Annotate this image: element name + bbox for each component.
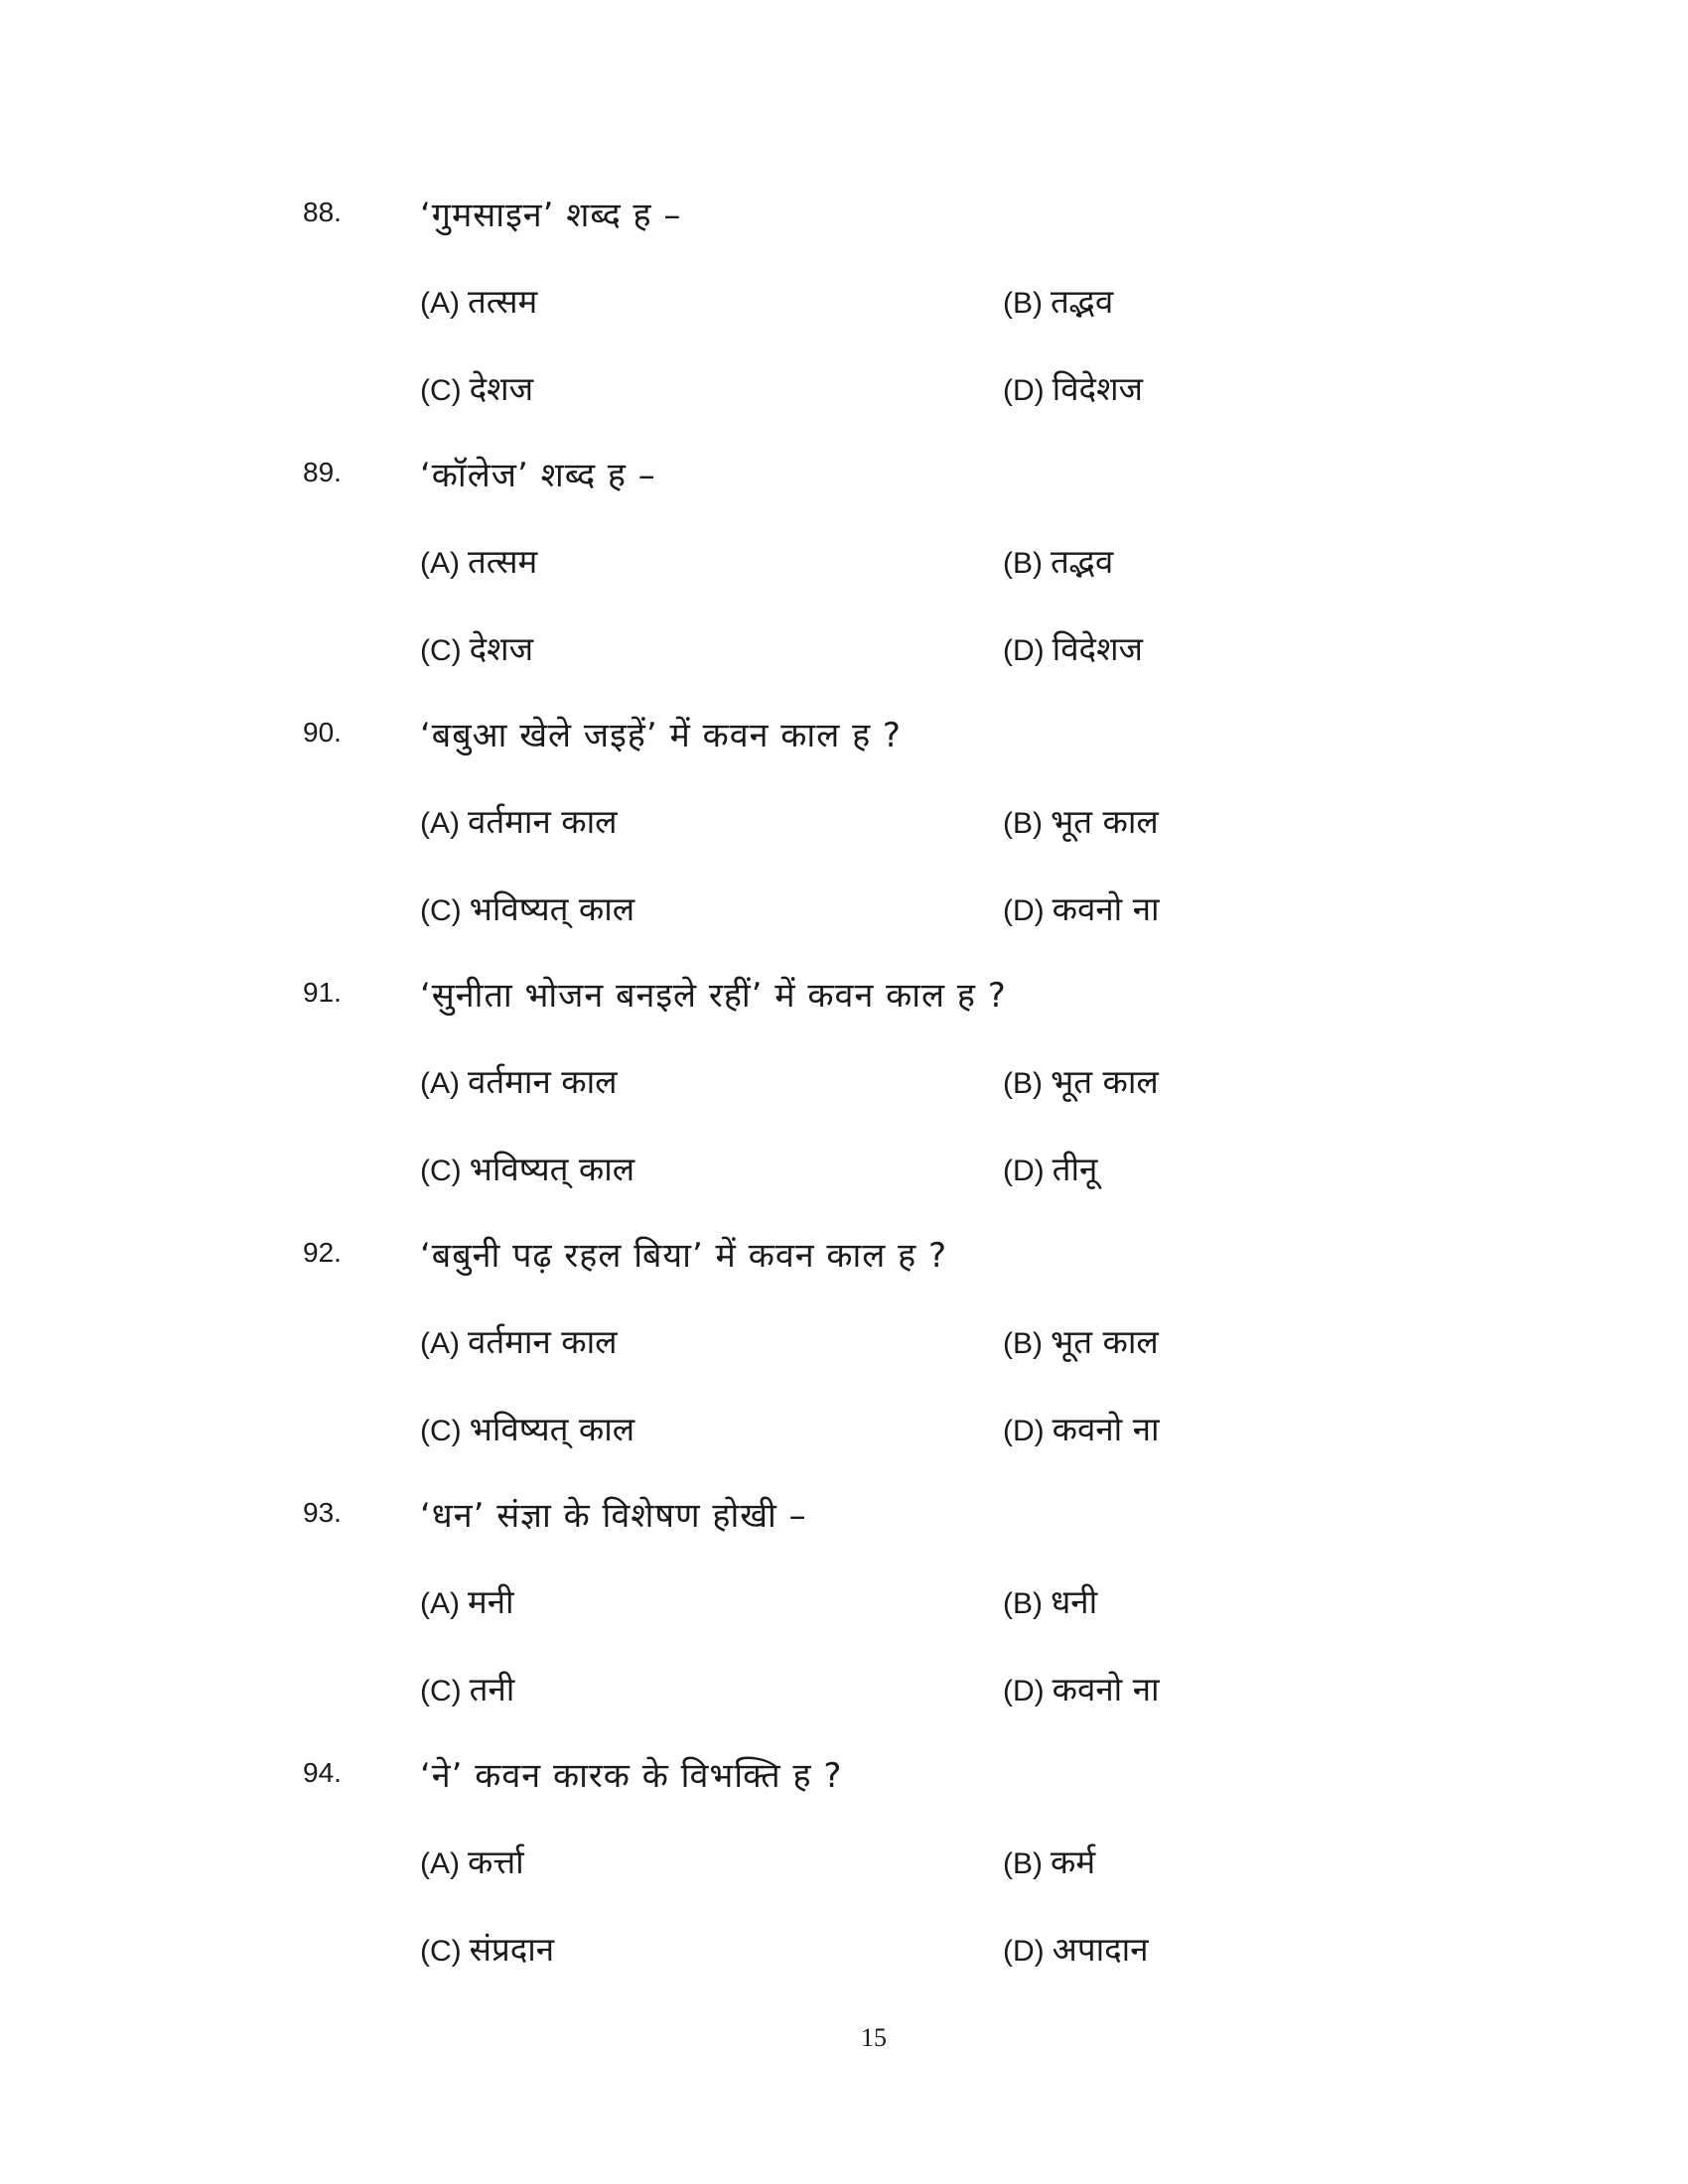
option-label: (C)	[420, 634, 462, 667]
option-a	[420, 538, 537, 583]
option-label: (C)	[420, 1675, 462, 1707]
option-a	[420, 798, 618, 843]
option-label: (D)	[1003, 1935, 1045, 1968]
question-text: ‘बबुआ खेले जइहें’ में कवन काल ह ?	[420, 716, 902, 755]
option-label: (D)	[1003, 1155, 1045, 1187]
option-d	[1003, 1406, 1160, 1450]
option-text: भविष्यत् काल	[469, 889, 635, 928]
option-c	[420, 1406, 634, 1450]
option-text: तनी	[469, 1670, 515, 1708]
option-text: तत्सम	[468, 282, 538, 321]
option-text: भूत काल	[1051, 1062, 1159, 1101]
option-c	[420, 1926, 554, 1971]
option-label: (B)	[1003, 1327, 1043, 1360]
option-text: भूत काल	[1051, 1322, 1159, 1361]
option-text: वर्तमान काल	[468, 1322, 618, 1361]
question-number: 91.	[303, 977, 342, 1008]
question-92	[303, 1231, 1494, 1491]
option-d	[1003, 886, 1160, 930]
option-c	[420, 1146, 634, 1190]
option-label: (C)	[420, 1935, 462, 1968]
option-b	[1003, 1318, 1159, 1363]
option-b	[1003, 278, 1113, 323]
option-d	[1003, 1146, 1097, 1190]
question-number: 93.	[303, 1497, 342, 1528]
option-text: मनी	[468, 1582, 514, 1621]
option-text: कर्त्ता	[468, 1843, 524, 1881]
option-text: कवनो ना	[1052, 1410, 1160, 1448]
option-a	[420, 1318, 618, 1363]
option-text: वर्तमान काल	[468, 802, 618, 841]
question-90	[303, 711, 1494, 971]
option-label: (A)	[420, 807, 460, 840]
page-number: 15	[861, 2023, 887, 2052]
option-b	[1003, 1578, 1097, 1623]
question-text: ‘गुमसाइन’ शब्द ह –	[420, 196, 682, 235]
option-label: (B)	[1003, 1847, 1043, 1880]
option-label: (A)	[420, 1327, 460, 1360]
option-d	[1003, 1666, 1160, 1710]
option-b	[1003, 1058, 1159, 1103]
option-label: (B)	[1003, 807, 1043, 840]
option-text: भूत काल	[1051, 802, 1159, 841]
option-text: तद्भव	[1051, 282, 1114, 321]
option-label: (A)	[420, 1067, 460, 1100]
option-label: (A)	[420, 1847, 460, 1880]
option-text: कवनो ना	[1052, 1670, 1160, 1708]
option-label: (A)	[420, 287, 460, 320]
option-b	[1003, 1839, 1095, 1883]
question-text: ‘धन’ संज्ञा के विशेषण होखी –	[420, 1496, 807, 1536]
option-d	[1003, 1926, 1149, 1971]
question-88	[303, 191, 1494, 451]
option-text: विदेशज	[1052, 369, 1144, 408]
question-text: ‘कॉलेज’ शब्द ह –	[420, 456, 656, 495]
option-label: (D)	[1003, 634, 1045, 667]
option-text: तत्सम	[468, 542, 538, 581]
option-label: (B)	[1003, 287, 1043, 320]
option-b	[1003, 798, 1159, 843]
option-label: (D)	[1003, 1415, 1045, 1447]
question-94	[303, 1751, 1494, 2011]
option-d	[1003, 625, 1143, 670]
option-label: (C)	[420, 894, 462, 927]
option-a	[420, 278, 537, 323]
question-number: 89.	[303, 457, 342, 487]
option-text: संप्रदान	[469, 1930, 555, 1969]
option-text: देशज	[469, 369, 534, 408]
question-number: 88.	[303, 197, 342, 227]
option-label: (D)	[1003, 894, 1045, 927]
question-89	[303, 451, 1494, 711]
option-text: भविष्यत् काल	[469, 1410, 635, 1448]
question-number: 90.	[303, 717, 342, 748]
option-label: (B)	[1003, 547, 1043, 580]
option-c	[420, 1666, 514, 1710]
option-text: विदेशज	[1052, 629, 1144, 668]
option-label: (C)	[420, 1415, 462, 1447]
question-text: ‘सुनीता भोजन बनइले रहीं’ में कवन काल ह ?	[420, 976, 1007, 1016]
option-text: तीनू	[1052, 1150, 1098, 1188]
question-text: ‘बबुनी पढ़ रहल बिया’ में कवन काल ह ?	[420, 1236, 948, 1276]
option-c	[420, 886, 634, 930]
option-d	[1003, 365, 1143, 410]
option-text: धनी	[1051, 1582, 1098, 1621]
option-c	[420, 625, 533, 670]
option-label: (B)	[1003, 1067, 1043, 1100]
option-label: (B)	[1003, 1587, 1043, 1620]
option-text: अपादान	[1052, 1930, 1149, 1969]
option-a	[420, 1578, 514, 1623]
option-text: देशज	[469, 629, 534, 668]
option-label: (A)	[420, 1587, 460, 1620]
option-text: कवनो ना	[1052, 889, 1160, 928]
option-c	[420, 365, 533, 410]
option-label: (C)	[420, 374, 462, 407]
option-text: वर्तमान काल	[468, 1062, 618, 1101]
option-text: कर्म	[1051, 1843, 1096, 1881]
question-91	[303, 971, 1494, 1231]
option-b	[1003, 538, 1113, 583]
question-number: 94.	[303, 1757, 342, 1788]
question-number: 92.	[303, 1237, 342, 1268]
option-label: (A)	[420, 547, 460, 580]
option-label: (C)	[420, 1155, 462, 1187]
option-text: तद्भव	[1051, 542, 1114, 581]
option-a	[420, 1058, 618, 1103]
question-93	[303, 1491, 1494, 1751]
option-label: (D)	[1003, 1675, 1045, 1707]
question-text: ‘ने’ कवन कारक के विभक्ति ह ?	[420, 1756, 843, 1796]
option-a	[420, 1839, 524, 1883]
option-text: भविष्यत् काल	[469, 1150, 635, 1188]
option-label: (D)	[1003, 374, 1045, 407]
